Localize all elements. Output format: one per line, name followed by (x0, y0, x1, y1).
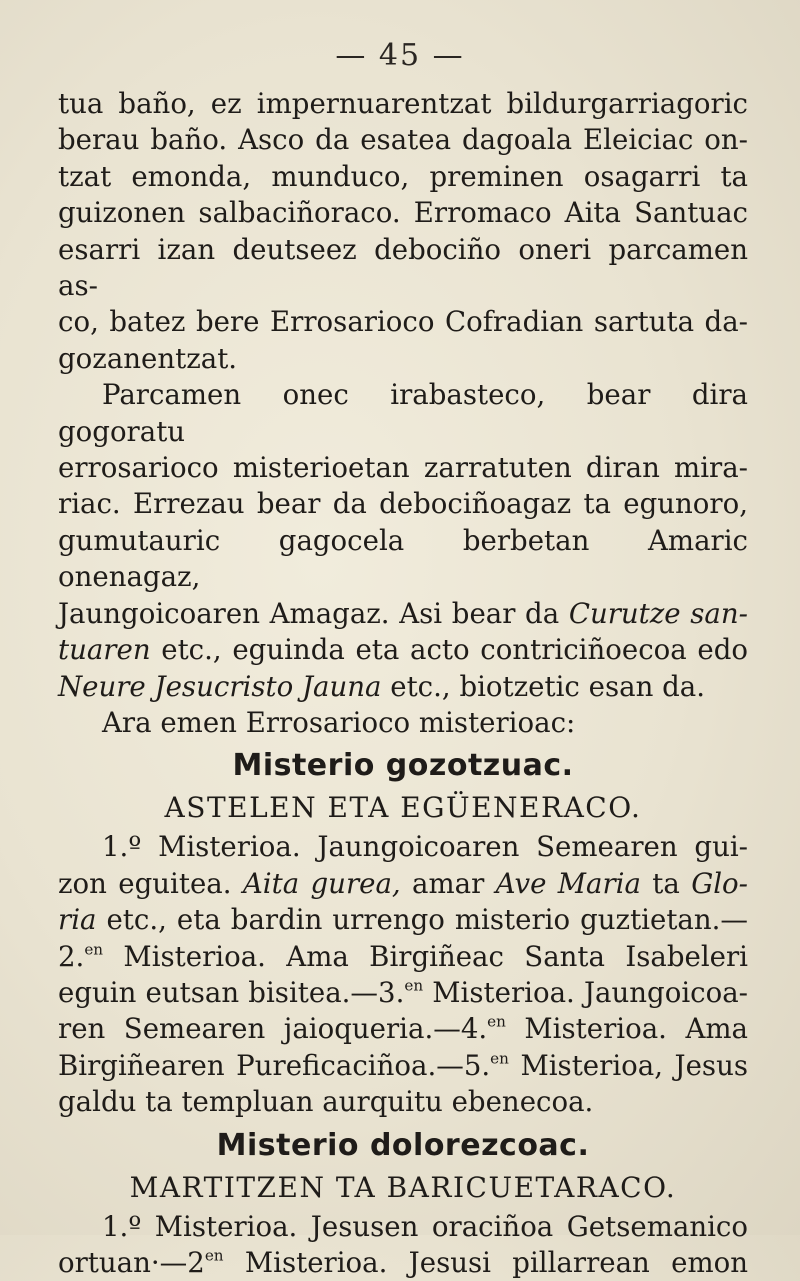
text-line (58, 902, 748, 938)
text-line: tzat emonda, munduco, preminen osagarri ta (58, 159, 748, 193)
text-run: Misterioa. Jaungoicoa- (423, 975, 748, 1009)
text-line (58, 1048, 748, 1084)
italic-run: Ave Maria (495, 866, 641, 900)
text-run: Misterioa, Jesus (508, 1048, 748, 1082)
text-line: riac. Errezau bear da debociñoagaz ta egunoro, (58, 487, 748, 521)
text-run: etc., eguinda eta acto contriciñoecoa edo (150, 633, 748, 667)
paragraph-indulgence (58, 86, 748, 377)
text-line (58, 939, 748, 975)
italic-run: tuaren (58, 633, 151, 667)
text-line: errosarioco misterioetan zarratuten diran mira- (58, 451, 748, 485)
text-line (58, 596, 748, 632)
text-run: etc., eta bardin urrengo misterio guztietan.— (96, 903, 748, 937)
text-line: berau baño. Asco da esatea dagoala Eleiciac on- (58, 123, 748, 157)
page-body (58, 86, 748, 1281)
italic-run: Curutze san- (568, 596, 748, 630)
text-run: ren Semearen jaioqueria.—4. (58, 1012, 488, 1046)
text-line: co, batez bere Errosarioco Cofradian sartuta da- (58, 305, 748, 339)
intro-line: Ara emen Errosarioco misterioac: (102, 705, 576, 739)
text-line: 1.º Misterioa. Jesusen oraciñoa Getsemanico (102, 1209, 748, 1243)
paragraph-sorrowful-mysteries (58, 1209, 748, 1281)
text-line: guizonen salbaciñoraco. Erromaco Aita Santuac (58, 196, 748, 230)
text-line (58, 669, 748, 705)
text-run: Birgiñearen Pureficaciñoa.—5. (58, 1048, 491, 1082)
text-line (58, 1011, 748, 1047)
text-run: Misterioa. Ama Birgiñeac Santa Isabeleri (103, 939, 748, 973)
text-run: amar (400, 866, 496, 900)
text-run: Misterioa. Ama (505, 1012, 748, 1046)
paragraph-instructions (58, 377, 748, 705)
text-line: gumutauric gagocela berbetan Amaric onenagaz, (58, 523, 748, 594)
text-run: ta (640, 866, 692, 900)
text-line: Parcamen onec irabasteco, bear dira gogoratu (58, 378, 748, 448)
section-subheading-gozotzuac: ASTELEN ETA EGÜENERACO. (164, 791, 642, 825)
section-heading-gozotzuac: Misterio gozotzuac. (232, 748, 574, 784)
paragraph-joyful-mysteries (58, 829, 748, 1120)
text-line (58, 1245, 748, 1281)
section-subheading-dolorezcoac: MARTITZEN TA BARICUETARACO. (129, 1170, 677, 1204)
italic-run: Neure Jesucristo Jauna (58, 669, 382, 703)
text-run: ortuan·—2 (58, 1245, 205, 1279)
text-line (58, 866, 748, 902)
text-line: 1.º Misterioa. Jaungoicoaren Semearen gui- (102, 830, 748, 864)
text-run: Jaungoicoaren Amagaz. Asi bear da (58, 596, 569, 630)
ordinal-superscript: en (204, 1246, 224, 1265)
text-run: eguin eutsan bisitea.—3. (58, 975, 405, 1009)
ordinal-superscript: en (487, 1012, 506, 1031)
italic-run: Aita gurea, (242, 866, 401, 900)
text-run: etc., biotzetic esan da. (381, 669, 706, 703)
text-line: tua baño, ez impernuarentzat bildurgarriagoric (58, 87, 748, 120)
section-heading-dolorezcoac: Misterio dolorezcoac. (216, 1127, 590, 1163)
ordinal-superscript: en (84, 940, 104, 959)
ordinal-superscript: en (490, 1049, 509, 1068)
text-run: Misterioa. Jesusi pillarrean emon (223, 1245, 748, 1279)
text-line (58, 632, 748, 668)
ordinal-superscript: en (404, 976, 424, 995)
text-run: 2. (58, 939, 85, 973)
italic-run: ria (58, 903, 97, 937)
text-line: galdu ta templuan aurquitu ebenecoa. (58, 1085, 594, 1119)
text-line (58, 975, 748, 1011)
text-line: gozanentzat. (58, 341, 238, 375)
italic-run: Glo- (691, 866, 748, 900)
page-number: — 45 — (335, 38, 465, 73)
text-line: esarri izan deutseez debociño oneri parcamen as- (58, 232, 748, 303)
text-run: zon eguitea. (58, 866, 243, 900)
